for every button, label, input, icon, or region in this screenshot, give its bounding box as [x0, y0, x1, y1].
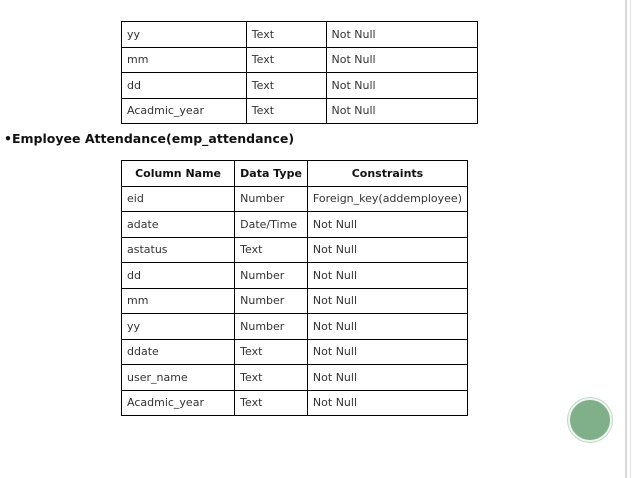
table-row [122, 73, 478, 99]
cell-column-name: user_name [122, 365, 235, 391]
table-row [122, 47, 478, 73]
table-row [122, 98, 478, 124]
table-row [122, 263, 468, 289]
cell-column-name: Acadmic_year [122, 390, 235, 416]
slide-side-rule-inner [630, 0, 631, 478]
cell-constraints: Not Null [326, 47, 477, 73]
attendance-table-continued-body [122, 22, 478, 124]
decorative-circle [568, 398, 612, 442]
cell-data-type: Number [235, 186, 308, 212]
cell-constraints: Not Null [307, 263, 467, 289]
cell-constraints: Not Null [326, 22, 477, 48]
table-row [122, 390, 468, 416]
cell-data-type: Text [246, 98, 326, 124]
cell-constraints: Not Null [326, 73, 477, 99]
cell-column-name: mm [122, 288, 235, 314]
cell-constraints: Not Null [326, 98, 477, 124]
slide-side-rule [625, 0, 627, 478]
cell-constraints: Not Null [307, 212, 467, 238]
cell-data-type: Number [235, 288, 308, 314]
cell-column-name: Acadmic_year [122, 98, 247, 124]
cell-data-type: Number [235, 314, 308, 340]
cell-data-type: Text [246, 47, 326, 73]
cell-data-type: Number [235, 263, 308, 289]
cell-column-name: dd [122, 263, 235, 289]
cell-constraints: Foreign_key(addemployee) [307, 186, 467, 212]
cell-column-name: mm [122, 47, 247, 73]
cell-column-name: dd [122, 73, 247, 99]
cell-data-type: Text [246, 73, 326, 99]
cell-column-name: yy [122, 314, 235, 340]
table-row [122, 365, 468, 391]
cell-column-name: adate [122, 212, 235, 238]
cell-column-name: eid [122, 186, 235, 212]
header-constraints: Constraints [307, 161, 467, 187]
header-data-type: Data Type [235, 161, 308, 187]
section-heading: •Employee Attendance(emp_attendance) [4, 131, 295, 146]
cell-data-type: Text [235, 339, 308, 365]
emp-attendance-table [121, 160, 468, 416]
emp-attendance-table-body [122, 186, 468, 416]
table-row [122, 314, 468, 340]
table-row [122, 186, 468, 212]
cell-constraints: Not Null [307, 339, 467, 365]
table-header-row [122, 161, 468, 187]
cell-data-type: Text [235, 390, 308, 416]
cell-constraints: Not Null [307, 288, 467, 314]
table-row [122, 339, 468, 365]
cell-constraints: Not Null [307, 314, 467, 340]
table-row [122, 22, 478, 48]
table-row [122, 212, 468, 238]
cell-column-name: yy [122, 22, 247, 48]
cell-data-type: Date/Time [235, 212, 308, 238]
cell-constraints: Not Null [307, 390, 467, 416]
attendance-table-continued [121, 21, 478, 124]
cell-constraints: Not Null [307, 365, 467, 391]
cell-data-type: Text [235, 365, 308, 391]
cell-column-name: ddate [122, 339, 235, 365]
cell-column-name: astatus [122, 237, 235, 263]
table-row [122, 288, 468, 314]
header-column-name: Column Name [122, 161, 235, 187]
cell-constraints: Not Null [307, 237, 467, 263]
cell-data-type: Text [235, 237, 308, 263]
table-row [122, 237, 468, 263]
cell-data-type: Text [246, 22, 326, 48]
